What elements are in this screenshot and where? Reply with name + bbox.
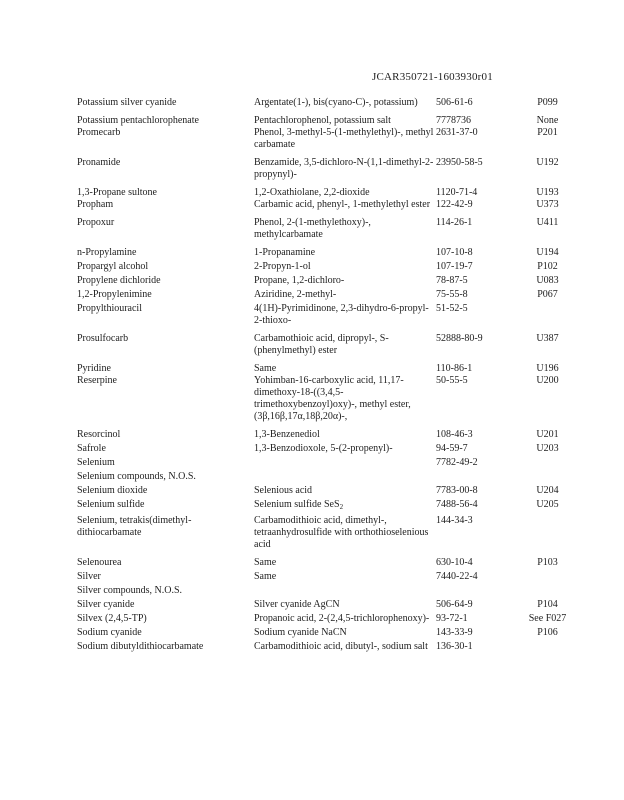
cas-number: 52888-80-9 [436,333,483,344]
chemical-name: 1,2-Propylenimine [77,289,152,300]
table-row [77,357,575,375]
chemical-synonym: 1-Propanamine [254,247,316,258]
table-row [77,127,575,151]
table-row [77,611,575,625]
chemical-synonym: Argentate(1-), bis(cyano-C)-, potassium) [254,97,418,108]
waste-code [520,569,575,583]
chemical-synonym: Aziridine, 2-methyl- [254,289,337,300]
chemical-name: Selenium sulfide [77,499,145,510]
waste-code [520,469,575,483]
cas-number: 630-10-4 [436,557,473,568]
cas-number: 144-34-3 [436,515,473,526]
chemical-synonym [254,455,436,469]
cas-number: 94-59-7 [436,443,468,454]
chemical-name: Pronamide [77,157,121,168]
chemical-synonym: Pentachlorophenol, potassium salt [254,115,391,126]
chemical-synonym [254,583,436,597]
chemical-name: Silver compounds, N.O.S. [77,585,182,596]
table-row [77,151,575,181]
chemical-name: Pyridine [77,363,111,374]
table-row [77,301,575,327]
waste-code: U196 [536,363,559,374]
chemical-name: Silver [77,571,101,582]
waste-code: U373 [536,199,559,210]
waste-code: U205 [536,499,559,510]
table-row [77,513,575,551]
document-id: JCAR350721-1603930r01 [372,71,493,83]
chemical-name: Prosulfocarb [77,333,129,344]
waste-code: U387 [536,333,559,344]
chemical-synonym: Same [254,571,277,582]
table-row [77,583,575,597]
chemical-name: Propylene dichloride [77,275,161,286]
cas-number: 107-19-7 [436,261,473,272]
chemical-name: Silver cyanide [77,599,135,610]
waste-code [520,583,575,597]
chemical-synonym: Same [254,363,277,374]
cas-number: 7782-49-2 [436,457,478,468]
cas-number: 122-42-9 [436,199,473,210]
chemical-synonym: Propanoic acid, 2-(2,4,5-trichlorophenoxy)- [254,613,430,624]
chemical-name: Selenium compounds, N.O.S. [77,471,196,482]
chemical-name: Selenourea [77,557,122,568]
waste-code: U203 [536,443,559,454]
chemical-name: Selenium, tetrakis(dimethyl-dithiocarbamate [77,515,192,538]
table-row [77,181,575,199]
chemical-synonym [254,469,436,483]
table-row [77,327,575,357]
chemical-name: Reserpine [77,375,117,386]
table-row [77,497,575,513]
chemical-synonym: 1,2-Oxathiolane, 2,2-dioxide [254,187,370,198]
table-row [77,625,575,639]
chemical-name: Safrole [77,443,106,454]
waste-code: U192 [536,157,559,168]
cas-number: 7783-00-8 [436,485,478,496]
formula-subscript: 2 [339,503,344,511]
waste-code: P106 [537,627,558,638]
table-row [77,273,575,287]
table-row [77,259,575,273]
chemical-synonym: Propane, 1,2-dichloro- [254,275,345,286]
cas-number: 75-55-8 [436,289,468,300]
waste-code: U411 [536,217,559,228]
cas-number: 23950-58-5 [436,157,483,168]
table-row [77,199,575,211]
chemical-synonym: Carbamic acid, phenyl-, 1-methylethyl ester [254,199,431,210]
cas-number: 2631-37-0 [436,127,478,138]
waste-code: See F027 [528,613,567,624]
cas-number: 136-30-1 [436,641,473,652]
waste-code [520,455,575,469]
chemical-synonym: 4(1H)-Pyrimidinone, 2,3-dihydro-6-propyl-2-thioxo- [254,303,429,326]
waste-code [520,513,575,551]
waste-code: U193 [536,187,559,198]
waste-code: P201 [537,127,558,138]
chemical-name: 1,3-Propane sultone [77,187,157,198]
chemical-synonym: Phenol, 2-(1-methylethoxy)-, methylcarbamate [254,217,371,240]
chemical-synonym: 1,3-Benzodioxole, 5-(2-propenyl)- [254,443,393,454]
table-row [77,109,575,127]
waste-code [520,301,575,327]
table-row [77,287,575,301]
waste-code: U201 [536,429,559,440]
chemical-synonym: Sodium cyanide NaCN [254,627,347,638]
chemical-name: n-Propylamine [77,247,137,258]
table-row [77,97,575,109]
chemical-name: Sodium cyanide [77,627,142,638]
chemical-synonym: 2-Propyn-1-ol [254,261,311,272]
table-row [77,211,575,241]
chemical-name: Propylthiouracil [77,303,142,314]
waste-code: P067 [537,289,558,300]
cas-number: 110-86-1 [436,363,473,374]
chemical-synonym [254,497,436,513]
table-row [77,423,575,441]
waste-code: U200 [536,375,559,386]
chemical-name: Promecarb [77,127,121,138]
chemical-table [77,97,575,653]
cas-number: 7778736 [436,115,471,126]
chemical-synonym: Same [254,557,277,568]
waste-code: U083 [536,275,559,286]
table-row [77,241,575,259]
chemical-synonym: Phenol, 3-methyl-5-(1-methylethyl)-, methyl carbamate [254,127,434,150]
chemical-name: Propham [77,199,114,210]
waste-code: None [536,115,559,126]
chemical-name: Sodium dibutyldithiocarbamate [77,641,204,652]
table-row [77,441,575,455]
waste-code: U194 [536,247,559,258]
chemical-name: Potassium pentachlorophenate [77,115,199,126]
cas-number [436,583,520,597]
synonym-text: Selenium sulfide SeS [254,499,340,510]
chemical-synonym: Carbamothioic acid, dipropyl-, S-(phenylmethyl) ester [254,333,389,356]
table-row [77,569,575,583]
cas-number: 107-10-8 [436,247,473,258]
table-row [77,551,575,569]
chemical-name: Selenium [77,457,115,468]
waste-code: P102 [537,261,558,272]
waste-code: U204 [536,485,559,496]
chemical-synonym: Selenious acid [254,485,313,496]
table-row [77,639,575,653]
cas-number: 1120-71-4 [436,187,478,198]
chemical-synonym: Yohimban-16-carboxylic acid, 11,17-dimethoxy-18-((3,4,5-trimethoxybenzoyl)oxy)-, methyl ester, (3β,16β,17α,18β,20α)-, [254,375,411,422]
chemical-name: Propoxur [77,217,115,228]
chemical-synonym: Benzamide, 3,5-dichloro-N-(1,1-dimethyl-2-propynyl)- [254,157,434,180]
table-row [77,597,575,611]
cas-number: 143-33-9 [436,627,473,638]
cas-number: 93-72-1 [436,613,468,624]
table-row [77,483,575,497]
cas-number: 506-61-6 [436,97,473,108]
waste-code: P103 [537,557,558,568]
cas-number: 78-87-5 [436,275,468,286]
chemical-synonym: 1,3-Benzenediol [254,429,320,440]
chemical-name: Potassium silver cyanide [77,97,177,108]
chemical-synonym: Carbamodithioic acid, dimethyl-, tetraanhydrosulfide with orthothioselenious acid [254,515,429,550]
cas-number: 51-52-5 [436,303,468,314]
cas-number: 7488-56-4 [436,499,478,510]
cas-number: 108-46-3 [436,429,473,440]
waste-code: P104 [537,599,558,610]
waste-code [520,639,575,653]
cas-number: 50-55-5 [436,375,468,386]
chemical-synonym: Carbamodithioic acid, dibutyl-, sodium salt [254,641,428,652]
chemical-name: Resorcinol [77,429,121,440]
chemical-name: Selenium dioxide [77,485,148,496]
table-row [77,375,575,423]
chemical-name: Propargyl alcohol [77,261,149,272]
cas-number: 506-64-9 [436,599,473,610]
cas-number: 7440-22-4 [436,571,478,582]
table-row [77,455,575,469]
chemical-synonym: Silver cyanide AgCN [254,599,340,610]
cas-number: 114-26-1 [436,217,473,228]
table-row [77,469,575,483]
cas-number [436,469,520,483]
waste-code: P099 [537,97,558,108]
chemical-name: Silvex (2,4,5-TP) [77,613,147,624]
